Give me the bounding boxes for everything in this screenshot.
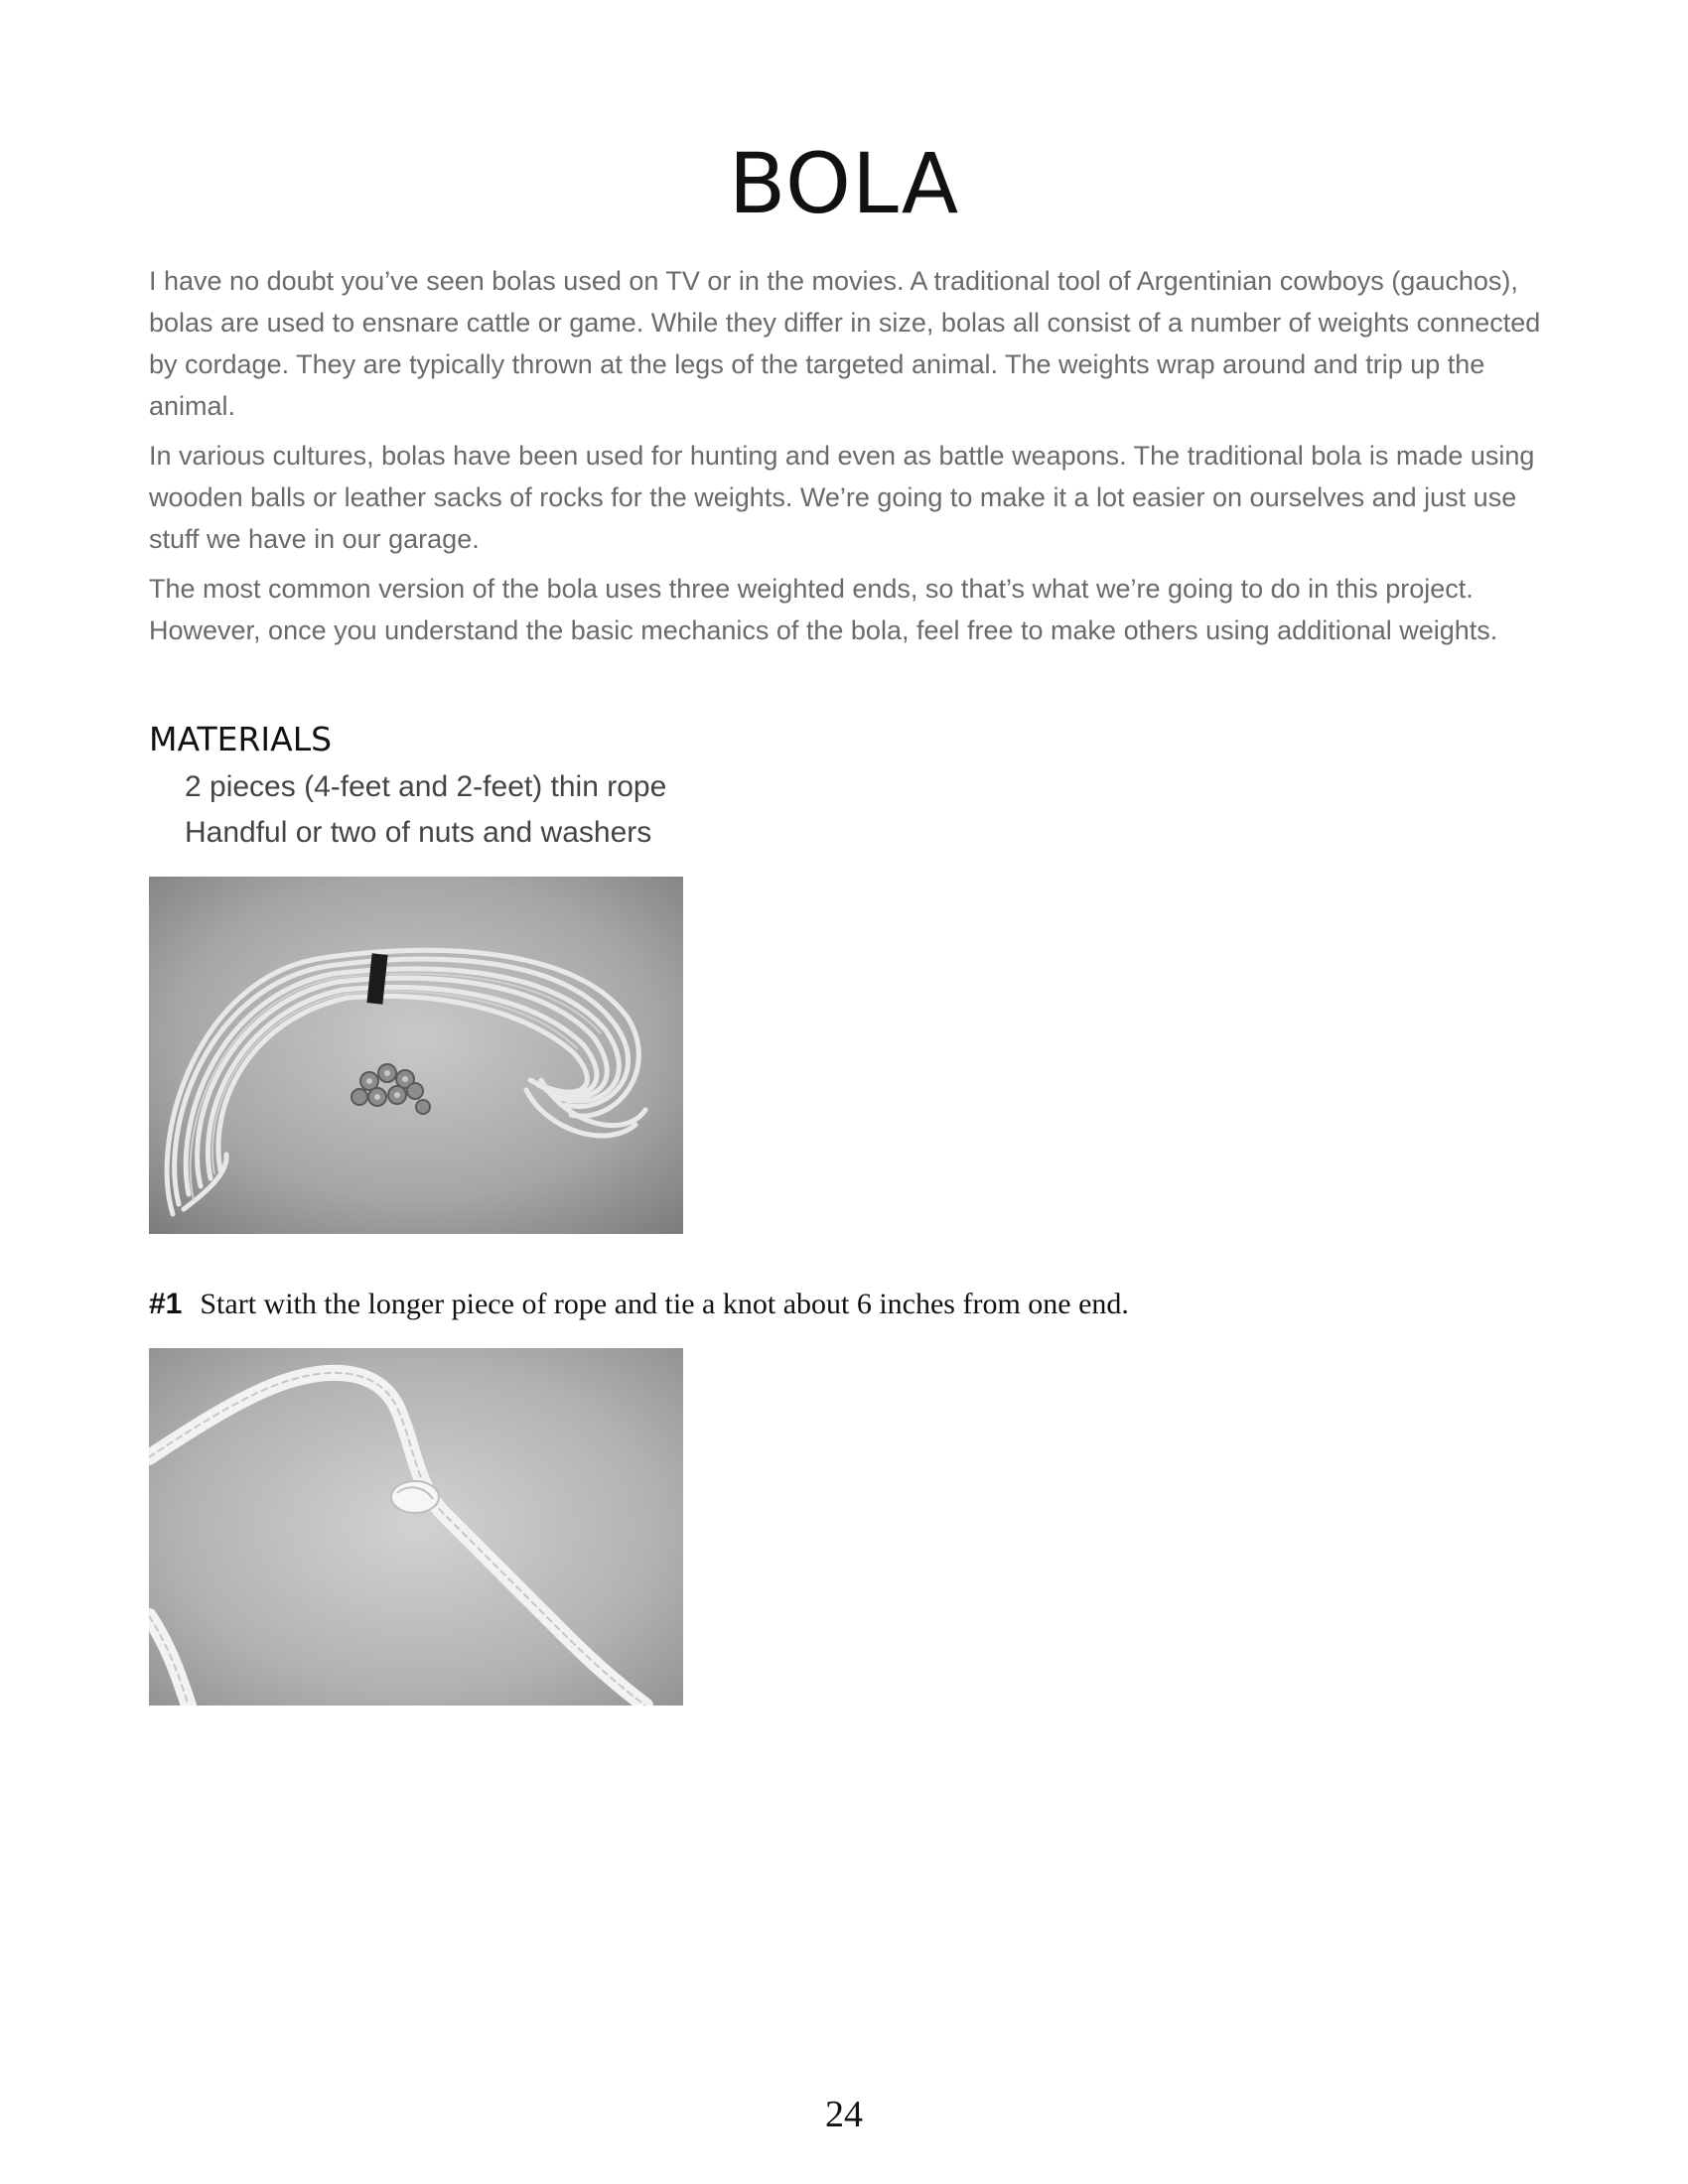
materials-item: Handful or two of nuts and washers bbox=[185, 816, 652, 849]
step-text: Start with the longer piece of rope and tie a knot about 6 inches from one end. bbox=[200, 1288, 1129, 1320]
materials-list bbox=[185, 764, 666, 856]
intro-paragraph: The most common version of the bola uses three weighted ends, so that’s what we’re going to do in this project. However, once you understand the basic mechanics of the bola, feel free to make others using additional weights. bbox=[149, 574, 1498, 645]
materials-item: 2 pieces (4-feet and 2-feet) thin rope bbox=[185, 770, 667, 803]
step-1 bbox=[149, 1283, 1549, 1326]
materials-heading: MATERIALS bbox=[149, 720, 333, 758]
intro-paragraph: I have no doubt you’ve seen bolas used on TV or in the movies. A traditional tool of Argentinian cowboys (gauchos), bolas are used to ensnare cattle or game. While they differ in size, bolas all consist of a number of weights connected by cordage. They are typically thrown at the legs of the targeted animal. The weights wrap around and trip up the animal. bbox=[149, 266, 1541, 421]
materials-section bbox=[149, 717, 666, 856]
step-number: #1 bbox=[149, 1288, 183, 1320]
page-title: BOLA bbox=[728, 135, 960, 232]
materials-photo bbox=[149, 877, 683, 1234]
knot-photo bbox=[149, 1348, 683, 1706]
intro-text bbox=[149, 260, 1549, 659]
page-number: 24 bbox=[825, 2094, 863, 2135]
intro-paragraph: In various cultures, bolas have been used for hunting and even as battle weapons. The traditional bola is made using wooden balls or leather sacks of rocks for the weights. We’re going to make it a lot easier on ourselves and just use stuff we have in our garage. bbox=[149, 441, 1535, 554]
